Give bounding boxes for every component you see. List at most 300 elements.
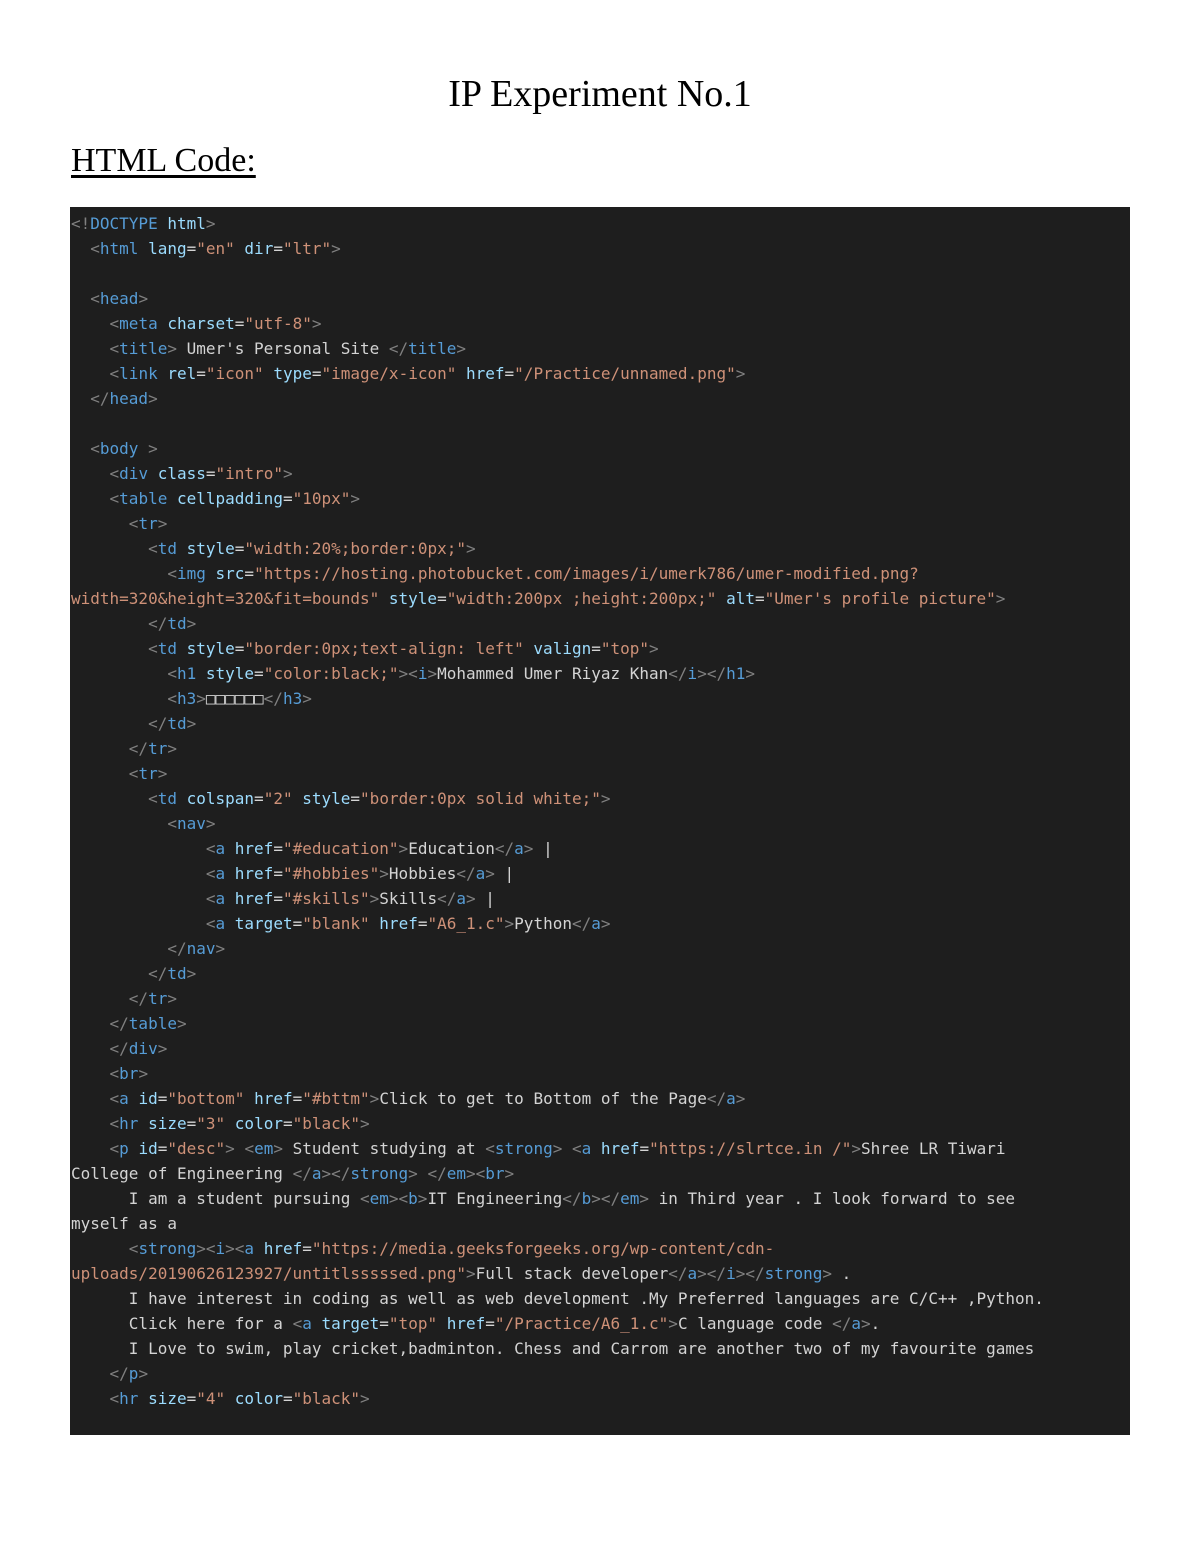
code-token: b xyxy=(581,1189,592,1208)
code-line xyxy=(70,336,1130,361)
code-token: </ xyxy=(90,389,110,408)
code-token: > xyxy=(379,864,389,883)
code-token: href xyxy=(263,1239,303,1258)
code-token: "A6_1.c" xyxy=(427,914,505,933)
code-token: = xyxy=(205,464,216,483)
code-token: a xyxy=(311,1164,322,1183)
code-token: "icon" xyxy=(205,364,264,383)
code-token: "top" xyxy=(388,1314,438,1333)
code-token xyxy=(71,814,167,833)
code-token xyxy=(129,1089,139,1108)
code-token: dir xyxy=(244,239,274,258)
code-token: < xyxy=(148,789,158,808)
code-token: valign xyxy=(533,639,592,658)
code-token: > xyxy=(504,914,515,933)
code-token xyxy=(71,1139,110,1158)
code-token xyxy=(591,1139,601,1158)
code-token: href xyxy=(254,1089,293,1108)
code-token: . xyxy=(832,1264,852,1283)
code-token: id xyxy=(138,1139,158,1158)
code-line xyxy=(70,411,1130,436)
code-token: < xyxy=(167,564,177,583)
code-token: > xyxy=(427,664,438,683)
code-token: = xyxy=(254,789,264,808)
code-line xyxy=(70,1136,1130,1161)
code-token xyxy=(71,864,206,883)
code-token: = xyxy=(504,364,515,383)
code-token xyxy=(71,464,110,483)
code-token: > xyxy=(465,539,476,558)
code-line xyxy=(70,1311,1130,1336)
code-token: </ xyxy=(167,939,187,958)
code-token: strong xyxy=(138,1239,197,1258)
code-token: nav xyxy=(176,814,206,833)
code-token: > xyxy=(668,1314,678,1333)
code-token: > xyxy=(148,439,158,458)
code-token xyxy=(158,314,168,333)
code-token: "Umer's profile picture" xyxy=(764,589,996,608)
code-line xyxy=(70,1036,1130,1061)
code-token xyxy=(71,989,129,1008)
code-line xyxy=(70,711,1130,736)
code-token: b xyxy=(408,1189,418,1208)
code-token: | xyxy=(475,889,495,908)
code-line xyxy=(70,736,1130,761)
code-token: > xyxy=(552,1139,563,1158)
code-token xyxy=(71,289,90,308)
code-token: </ xyxy=(148,714,168,733)
code-token: em xyxy=(446,1164,466,1183)
code-token: > xyxy=(273,1139,283,1158)
code-token: td xyxy=(167,964,187,983)
code-token: a xyxy=(302,1314,312,1333)
code-token: > xyxy=(456,339,466,358)
code-token: > xyxy=(369,889,380,908)
code-token: Python xyxy=(514,914,572,933)
code-token: > xyxy=(860,1314,871,1333)
code-line xyxy=(70,786,1130,811)
code-line xyxy=(70,986,1130,1011)
code-token: "blank" xyxy=(302,914,370,933)
code-line xyxy=(70,236,1130,261)
code-token: Student studying at xyxy=(282,1139,486,1158)
code-token: < xyxy=(109,1114,120,1133)
code-token: tr xyxy=(138,764,158,783)
code-token: </ xyxy=(562,1189,582,1208)
code-line xyxy=(70,1236,1130,1261)
code-token: = xyxy=(157,1139,168,1158)
code-block xyxy=(70,207,1130,1435)
code-token: width=320&height=320&fit=bounds" xyxy=(71,589,380,608)
code-token: "3" xyxy=(196,1114,226,1133)
code-token: ></ xyxy=(697,1264,727,1283)
code-token: head xyxy=(99,289,139,308)
code-token: em xyxy=(254,1139,274,1158)
code-line xyxy=(70,1261,1130,1286)
code-token xyxy=(716,589,726,608)
code-token: = xyxy=(157,1089,168,1108)
code-token: > xyxy=(649,639,659,658)
code-token xyxy=(71,764,129,783)
code-token xyxy=(293,789,303,808)
code-line xyxy=(70,436,1130,461)
code-token: h3 xyxy=(176,689,197,708)
code-token: > xyxy=(302,689,312,708)
code-token: color xyxy=(234,1114,283,1133)
code-token: ></ xyxy=(321,1164,351,1183)
code-token: a xyxy=(475,864,486,883)
code-token: > xyxy=(186,964,197,983)
code-line xyxy=(70,911,1130,936)
code-token: "black" xyxy=(292,1389,361,1408)
code-token: < xyxy=(109,364,120,383)
code-token: Click to get to Bottom of the Page xyxy=(379,1089,707,1108)
code-token xyxy=(225,889,235,908)
code-token: html xyxy=(99,239,139,258)
code-token: = xyxy=(379,1314,389,1333)
code-token: tr xyxy=(148,989,168,1008)
code-token: > xyxy=(311,314,322,333)
code-token: = xyxy=(186,1389,197,1408)
code-token: > xyxy=(504,1164,515,1183)
code-token: img xyxy=(176,564,206,583)
code-token xyxy=(562,1139,572,1158)
code-token xyxy=(71,239,90,258)
code-token: Mohammed Umer Riyaz Khan xyxy=(437,664,669,683)
code-token: href xyxy=(379,914,418,933)
code-token: < xyxy=(128,764,139,783)
code-line xyxy=(70,1286,1130,1311)
code-token xyxy=(235,1139,245,1158)
code-token: em xyxy=(369,1189,389,1208)
page-title: IP Experiment No.1 xyxy=(448,73,752,115)
code-token: i xyxy=(417,664,428,683)
code-token: i xyxy=(726,1264,736,1283)
code-token: < xyxy=(90,239,100,258)
code-token: "width:20%;border:0px;" xyxy=(244,539,466,558)
code-token: "image/x-icon" xyxy=(321,364,457,383)
code-token: </ xyxy=(128,739,149,758)
code-token: br xyxy=(485,1164,505,1183)
code-token: td xyxy=(157,789,177,808)
code-token: . xyxy=(870,1314,881,1333)
code-token: < xyxy=(109,464,120,483)
code-token: </ xyxy=(109,1039,129,1058)
code-token: < xyxy=(109,314,120,333)
code-token: > xyxy=(167,989,177,1008)
code-token xyxy=(225,914,235,933)
code-token: </ xyxy=(109,1014,129,1033)
code-token: = xyxy=(639,1139,650,1158)
code-token: strong xyxy=(494,1139,553,1158)
code-line xyxy=(70,211,1130,236)
code-line xyxy=(70,636,1130,661)
code-token: in Third year . I look forward to see xyxy=(649,1189,1016,1208)
code-token xyxy=(71,539,148,558)
code-token: </ xyxy=(832,1314,852,1333)
code-token: < xyxy=(109,1389,120,1408)
code-token: > xyxy=(639,1189,650,1208)
code-token: "width:200px ;height:200px;" xyxy=(446,589,717,608)
code-token: Education xyxy=(408,839,495,858)
section-heading: HTML Code: xyxy=(71,142,256,179)
code-token: "bottom" xyxy=(167,1089,245,1108)
code-token: </ xyxy=(148,964,168,983)
code-token: > xyxy=(600,914,611,933)
code-token: ></ xyxy=(697,664,727,683)
code-token: </ xyxy=(109,1364,129,1383)
code-token: = xyxy=(273,839,283,858)
code-token: > xyxy=(408,1164,418,1183)
code-token: strong xyxy=(764,1264,823,1283)
code-token: size xyxy=(148,1389,187,1408)
code-token: < xyxy=(109,489,120,508)
code-token: "#education" xyxy=(282,839,399,858)
code-token: □□□□□□ xyxy=(205,689,264,708)
code-token: < xyxy=(90,289,100,308)
code-token: College of Engineering xyxy=(71,1164,293,1183)
code-token xyxy=(71,739,129,758)
code-token: = xyxy=(273,864,283,883)
code-token: = xyxy=(591,639,601,658)
code-token: "https://slrtce.in /" xyxy=(649,1139,852,1158)
code-token xyxy=(71,514,129,533)
code-token: < xyxy=(109,1064,120,1083)
code-token: "black" xyxy=(292,1114,361,1133)
code-token xyxy=(196,664,206,683)
code-token: < xyxy=(128,1239,139,1258)
code-token xyxy=(456,364,466,383)
code-token: Hobbies xyxy=(388,864,457,883)
code-token: = xyxy=(282,1389,293,1408)
code-token: style xyxy=(388,589,438,608)
code-token: > xyxy=(360,1389,370,1408)
code-token: I am a student pursuing xyxy=(71,1189,360,1208)
code-token xyxy=(138,1114,148,1133)
code-line xyxy=(70,461,1130,486)
code-line xyxy=(70,1161,1130,1186)
code-token: meta xyxy=(119,314,158,333)
code-line xyxy=(70,686,1130,711)
code-token: i xyxy=(687,664,698,683)
code-token: "10px" xyxy=(292,489,351,508)
code-token xyxy=(71,564,167,583)
code-line xyxy=(70,561,1130,586)
code-token: < xyxy=(148,639,158,658)
code-token: table xyxy=(119,489,168,508)
code-token: rel xyxy=(167,364,197,383)
code-token: "desc" xyxy=(167,1139,226,1158)
code-token: > xyxy=(360,1114,370,1133)
code-token: "intro" xyxy=(215,464,283,483)
code-token: C language code xyxy=(677,1314,833,1333)
code-line xyxy=(70,1361,1130,1386)
code-token: > xyxy=(205,214,216,233)
code-token: = xyxy=(292,1089,303,1108)
code-token xyxy=(129,1139,139,1158)
code-line xyxy=(70,611,1130,636)
code-token: = xyxy=(485,1314,495,1333)
code-token: | xyxy=(533,839,553,858)
code-token: <! xyxy=(71,214,91,233)
code-token: charset xyxy=(167,314,235,333)
code-token xyxy=(138,439,148,458)
code-token: body xyxy=(99,439,139,458)
code-token: href xyxy=(234,864,274,883)
code-token: src xyxy=(215,564,245,583)
code-token: a xyxy=(215,889,226,908)
code-token: target xyxy=(234,914,293,933)
code-token: </ xyxy=(427,1164,447,1183)
code-token xyxy=(71,664,167,683)
code-token: > xyxy=(523,839,534,858)
code-token: > xyxy=(157,764,168,783)
code-token: > xyxy=(138,1364,149,1383)
code-token: </ xyxy=(571,914,592,933)
code-token: > xyxy=(138,1064,149,1083)
code-token: ></ xyxy=(591,1189,621,1208)
code-token xyxy=(177,639,187,658)
code-token: td xyxy=(157,539,177,558)
code-token: a xyxy=(726,1089,736,1108)
code-token: >< xyxy=(465,1164,486,1183)
code-token: > xyxy=(186,614,197,633)
code-token xyxy=(71,914,206,933)
code-line xyxy=(70,311,1130,336)
code-token xyxy=(71,614,148,633)
code-token: > xyxy=(350,489,361,508)
code-token: div xyxy=(119,464,149,483)
code-token xyxy=(71,489,110,508)
code-token: >< xyxy=(225,1239,245,1258)
code-token: "/Practice/unnamed.png" xyxy=(514,364,736,383)
code-token xyxy=(177,539,187,558)
code-token: = xyxy=(273,239,283,258)
code-token: </ xyxy=(263,689,283,708)
code-token xyxy=(379,589,389,608)
code-token: < xyxy=(90,439,100,458)
code-token: size xyxy=(148,1114,187,1133)
code-token xyxy=(437,1314,447,1333)
code-token: id xyxy=(138,1089,158,1108)
code-token xyxy=(71,639,148,658)
code-token: cellpadding xyxy=(176,489,283,508)
code-token xyxy=(71,1364,110,1383)
code-token: td xyxy=(167,714,187,733)
code-token: = xyxy=(417,914,428,933)
code-token: a xyxy=(514,839,524,858)
code-token: ></ xyxy=(735,1264,765,1283)
code-token xyxy=(71,964,148,983)
code-token: div xyxy=(128,1039,158,1058)
code-token: = xyxy=(282,489,293,508)
code-token xyxy=(206,564,216,583)
code-line xyxy=(70,1086,1130,1111)
code-line xyxy=(70,1111,1130,1136)
code-token: table xyxy=(128,1014,177,1033)
code-token: color xyxy=(234,1389,283,1408)
code-token: >< xyxy=(388,1189,409,1208)
code-token: < xyxy=(244,1139,255,1158)
code-token xyxy=(71,389,90,408)
code-token: | xyxy=(494,864,515,883)
code-token: > xyxy=(176,1014,187,1033)
code-token: > xyxy=(148,389,158,408)
code-token: "#hobbies" xyxy=(282,864,380,883)
code-token: < xyxy=(205,864,216,883)
code-line xyxy=(70,286,1130,311)
code-token: h1 xyxy=(176,664,197,683)
code-token: "border:0px;text-align: left" xyxy=(244,639,524,658)
code-token xyxy=(370,914,380,933)
code-token: < xyxy=(148,539,158,558)
code-token: h1 xyxy=(726,664,746,683)
code-token: > xyxy=(331,239,341,258)
code-token: h3 xyxy=(282,689,303,708)
code-token: = xyxy=(311,364,322,383)
code-token: style xyxy=(205,664,255,683)
code-token: I Love to swim, play cricket,badminton. Chess and Carrom are another two of my favourite games xyxy=(71,1339,1035,1358)
code-token: style xyxy=(186,539,235,558)
code-token: link xyxy=(119,364,158,383)
code-token: a xyxy=(215,864,226,883)
code-token: Click here for a xyxy=(71,1314,293,1333)
code-line xyxy=(70,836,1130,861)
code-token xyxy=(177,789,187,808)
code-token: hr xyxy=(119,1389,139,1408)
code-token: i xyxy=(215,1239,226,1258)
code-token xyxy=(225,839,235,858)
code-token: href xyxy=(446,1314,486,1333)
code-token: Full stack developer xyxy=(475,1264,669,1283)
code-token: > xyxy=(369,1089,380,1108)
code-token: title xyxy=(119,339,168,358)
code-token: < xyxy=(128,514,139,533)
code-token: </ xyxy=(148,614,168,633)
code-token: td xyxy=(167,614,187,633)
code-token: > xyxy=(822,1264,833,1283)
code-token xyxy=(235,239,245,258)
code-token: > xyxy=(225,1139,235,1158)
code-line xyxy=(70,861,1130,886)
code-token xyxy=(225,864,235,883)
code-token: "/Practice/A6_1.c" xyxy=(494,1314,669,1333)
code-token: = xyxy=(437,589,447,608)
code-line xyxy=(70,1186,1130,1211)
code-token: </ xyxy=(437,889,457,908)
code-token: "color:black;" xyxy=(263,664,399,683)
code-token: head xyxy=(109,389,149,408)
code-token: > xyxy=(745,664,755,683)
code-token xyxy=(244,1089,254,1108)
code-token: "en" xyxy=(196,239,235,258)
code-token: < xyxy=(572,1139,582,1158)
code-token: "#bttm" xyxy=(302,1089,370,1108)
code-token: = xyxy=(196,364,206,383)
code-token: a xyxy=(581,1139,592,1158)
code-token: > xyxy=(485,864,495,883)
code-token: > xyxy=(465,1264,476,1283)
code-token xyxy=(71,939,167,958)
code-token: > xyxy=(995,589,1006,608)
code-token: = xyxy=(282,1114,293,1133)
code-line xyxy=(70,511,1130,536)
code-token: IT Engineering xyxy=(427,1189,563,1208)
code-token: > xyxy=(466,889,476,908)
code-token: </ xyxy=(388,339,409,358)
code-token: a xyxy=(851,1314,861,1333)
code-token: = xyxy=(186,1114,197,1133)
